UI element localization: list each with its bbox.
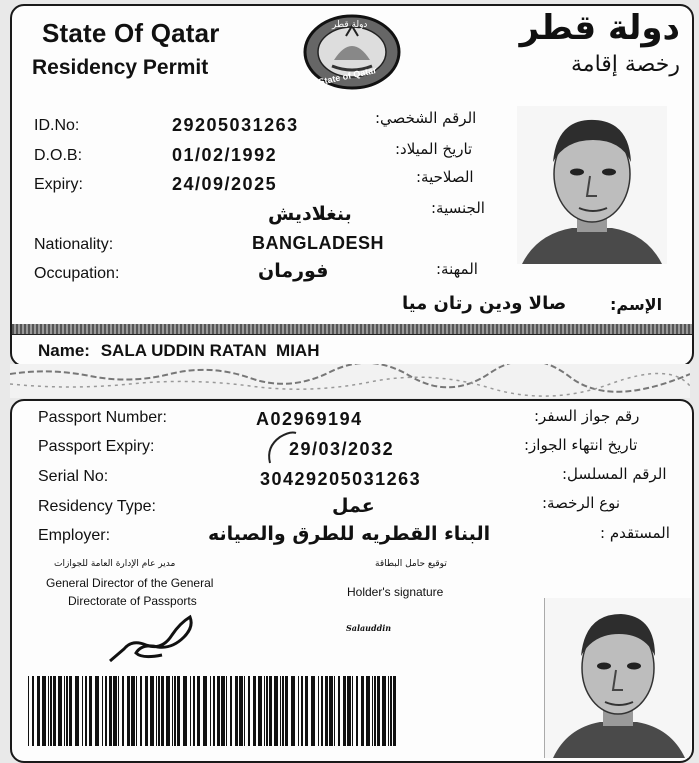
occupation-value-arabic: فورمان xyxy=(258,260,329,282)
serial-number-label-arabic: الرقم المسلسل: xyxy=(562,465,667,483)
barcode-bar xyxy=(210,676,211,746)
barcode-bar xyxy=(382,676,386,746)
barcode-bar xyxy=(226,676,227,746)
barcode-bar xyxy=(89,676,92,746)
barcode-bar xyxy=(183,676,187,746)
passport-number-label: Passport Number: xyxy=(38,409,167,426)
nationality-label-arabic: الجنسية: xyxy=(431,199,485,217)
barcode-bar xyxy=(37,676,40,746)
barcode-bar xyxy=(82,676,83,746)
occupation-label: Occupation: xyxy=(34,265,120,282)
barcode-bar xyxy=(105,676,107,746)
residency-type-value-arabic: عمل xyxy=(332,495,375,517)
dob-value: 01/02/1992 xyxy=(172,145,278,165)
barcode-bar xyxy=(58,676,62,746)
barcode-bar xyxy=(75,676,79,746)
permit-front xyxy=(10,4,694,367)
barcode-bar xyxy=(50,676,52,746)
barcode-bar xyxy=(113,676,117,746)
barcode-bar xyxy=(244,676,245,746)
barcode-bar xyxy=(374,676,376,746)
barcode-bar xyxy=(269,676,272,746)
expiry-label-arabic: الصلاحية: xyxy=(416,168,474,186)
barcode-bar xyxy=(311,676,315,746)
employer-label-arabic: المستقدم : xyxy=(600,524,670,542)
barcode-bar xyxy=(235,676,238,746)
barcode-bar xyxy=(95,676,99,746)
barcode-bar xyxy=(102,676,103,746)
passport-expiry-label-arabic: تاريخ انتهاء الجواز: xyxy=(524,436,638,454)
barcode-bar xyxy=(156,676,157,746)
barcode-bar xyxy=(118,676,119,746)
nationality-value-arabic: بنغلاديش xyxy=(268,203,352,225)
passport-expiry-label: Passport Expiry: xyxy=(38,438,155,455)
serial-number-value: 30429205031263 xyxy=(260,469,422,489)
barcode-bar xyxy=(377,676,380,746)
subtitle-english: Residency Permit xyxy=(32,56,209,79)
passport-number-label-arabic: رقم جواز السفر: xyxy=(534,407,640,425)
holder-photo-small xyxy=(544,598,691,758)
barcode-bar xyxy=(282,676,284,746)
title-english: State Of Qatar xyxy=(42,18,220,48)
employer-value-arabic: البناء القطريه للطرق والصيانه xyxy=(208,523,491,545)
director-title-arabic: مدير عام الإدارة العامة للجوازات xyxy=(54,559,176,569)
barcode-bar xyxy=(136,676,137,746)
name-bar xyxy=(12,334,692,366)
barcode-bar xyxy=(321,676,323,746)
barcode-bar xyxy=(28,676,29,746)
barcode xyxy=(26,676,401,746)
residency-type-label: Residency Type: xyxy=(38,498,156,515)
nationality-label: Nationality: xyxy=(34,236,114,253)
barcode-bar xyxy=(221,676,225,746)
barcode-bar xyxy=(42,676,46,746)
barcode-bar xyxy=(366,676,370,746)
name-value-arabic: صالا ودين رتان ميا xyxy=(402,293,567,314)
pen-mark xyxy=(260,427,300,467)
occupation-label-arabic: المهنة: xyxy=(436,260,478,278)
barcode-bar xyxy=(166,676,170,746)
director-title-line2: Directorate of Passports xyxy=(68,594,197,608)
barcode-bar xyxy=(122,676,124,746)
name-bar-pattern xyxy=(12,324,692,334)
title-arabic: دولة قطر xyxy=(519,8,680,48)
barcode-bar xyxy=(372,676,373,746)
barcode-bar xyxy=(318,676,319,746)
employer-label: Employer: xyxy=(38,527,111,544)
director-signature xyxy=(102,609,202,667)
director-title-line1: General Director of the General xyxy=(46,576,214,590)
holder-signature-label-arabic: توقيع حامل البطاقة xyxy=(375,559,447,569)
barcode-bar xyxy=(69,676,72,746)
holder-photo xyxy=(517,106,667,264)
barcode-bar xyxy=(172,676,173,746)
barcode-bar xyxy=(248,676,250,746)
barcode-bar xyxy=(239,676,243,746)
passport-number-value: A02969194 xyxy=(256,409,363,429)
barcode-bar xyxy=(174,676,176,746)
barcode-bar xyxy=(266,676,268,746)
barcode-bar xyxy=(291,676,295,746)
residency-type-label-arabic: نوع الرخصة: xyxy=(542,494,621,512)
barcode-bar xyxy=(131,676,135,746)
barcode-bar xyxy=(352,676,353,746)
barcode-bar xyxy=(274,676,278,746)
barcode-bar xyxy=(301,676,303,746)
barcode-bar xyxy=(53,676,56,746)
barcode-bar xyxy=(197,676,200,746)
barcode-bar xyxy=(64,676,65,746)
emblem-arabic-text: دولة قطر xyxy=(332,20,368,30)
dob-label-arabic: تاريخ الميلاد: xyxy=(395,140,473,158)
name-value: SALA UDDIN RATAN MIAH xyxy=(100,341,320,360)
barcode-bar xyxy=(213,676,215,746)
barcode-bar xyxy=(48,676,49,746)
barcode-bar xyxy=(85,676,87,746)
barcode-bar xyxy=(230,676,232,746)
barcode-bar xyxy=(140,676,142,746)
nationality-value: BANGLADESH xyxy=(252,233,385,253)
barcode-bar xyxy=(361,676,364,746)
barcode-bar xyxy=(305,676,308,746)
barcode-bar xyxy=(264,676,265,746)
barcode-bar xyxy=(343,676,346,746)
scan-edge-strip xyxy=(10,364,690,398)
barcode-bar xyxy=(177,676,180,746)
barcode-bar xyxy=(32,676,34,746)
barcode-bar xyxy=(150,676,154,746)
barcode-bar xyxy=(390,676,392,746)
id-value: 29205031263 xyxy=(172,115,299,135)
serial-number-label: Serial No: xyxy=(38,468,109,485)
barcode-bar xyxy=(285,676,288,746)
barcode-bar xyxy=(127,676,130,746)
barcode-bar xyxy=(334,676,335,746)
name-label-arabic: الإسم: xyxy=(610,295,663,314)
barcode-bar xyxy=(217,676,220,746)
barcode-bar xyxy=(258,676,262,746)
barcode-bar xyxy=(329,676,333,746)
barcode-bar xyxy=(338,676,340,746)
barcode-bar xyxy=(253,676,256,746)
name-label: Name: xyxy=(38,341,90,360)
barcode-bar xyxy=(356,676,358,746)
barcode-bar xyxy=(393,676,396,746)
qatar-emblem xyxy=(302,14,402,90)
permit-back xyxy=(10,399,694,763)
emblem-english-text: State of Qatar xyxy=(317,64,378,88)
holder-signature-label: Holder's signature xyxy=(347,585,444,599)
barcode-bar xyxy=(145,676,148,746)
barcode-bar xyxy=(203,676,207,746)
barcode-bar xyxy=(158,676,160,746)
barcode-bar xyxy=(190,676,191,746)
barcode-bar xyxy=(280,676,281,746)
id-label-arabic: الرقم الشخصي: xyxy=(375,109,477,127)
expiry-label: Expiry: xyxy=(34,176,83,193)
barcode-bar xyxy=(325,676,328,746)
barcode-bar xyxy=(66,676,68,746)
barcode-bar xyxy=(193,676,195,746)
expiry-value: 24/09/2025 xyxy=(172,174,278,194)
barcode-bar xyxy=(109,676,112,746)
subtitle-arabic: رخصة إقامة xyxy=(570,52,680,77)
barcode-bar xyxy=(347,676,351,746)
barcode-bar xyxy=(298,676,299,746)
barcode-bar xyxy=(161,676,164,746)
dob-label: D.O.B: xyxy=(34,147,83,164)
barcode-bar xyxy=(388,676,389,746)
passport-expiry-value: 29/03/2032 xyxy=(289,439,395,459)
holder-signature: Salauddin xyxy=(346,623,392,633)
id-label: ID.No: xyxy=(34,117,80,134)
